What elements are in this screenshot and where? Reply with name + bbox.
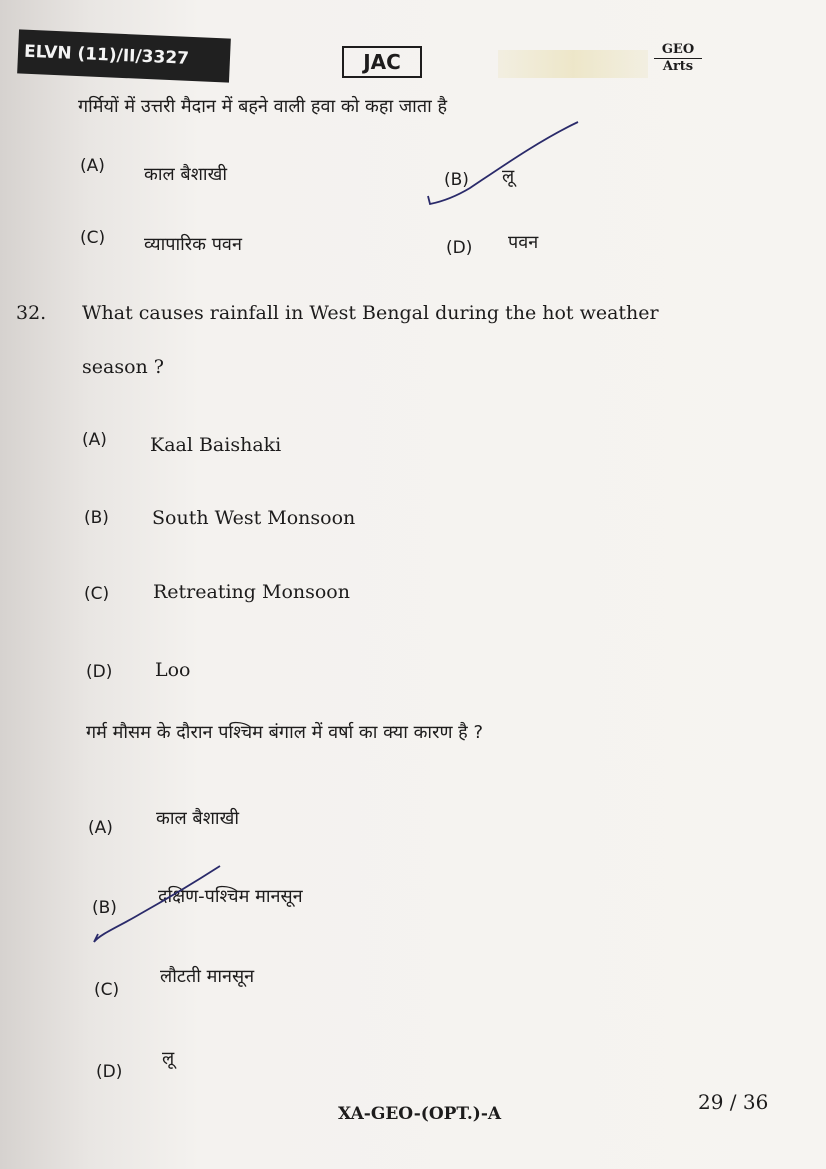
q31-hindi-option-c-text: व्यापारिक पवन	[144, 234, 242, 255]
q32-option-c-text: Retreating Monsoon	[153, 581, 350, 603]
q32-hindi-question: गर्म मौसम के दौरान पश्चिम बंगाल में वर्षा का क्या कारण है ?	[86, 722, 484, 743]
q32-question-line2: season ?	[82, 356, 164, 378]
q32-question-line1: What causes rainfall in West Bengal during the hot weather	[82, 302, 659, 324]
q31-hindi-option-c-label: (C)	[80, 228, 106, 248]
q31-hindi-option-a-label: (A)	[80, 156, 105, 176]
q32-option-b-label: (B)	[84, 508, 109, 528]
q32-hindi-option-c-text: लौटती मानसून	[160, 966, 255, 987]
q31-hindi-option-d-label: (D)	[446, 238, 473, 258]
q31-hindi-option-a-text: काल बैशाखी	[144, 164, 227, 185]
q32-hindi-option-c-label: (C)	[94, 980, 120, 1000]
q31-hindi-option-b-label: (B)	[444, 170, 469, 190]
q31-hindi-option-d-text: पवन	[508, 232, 539, 253]
tick-mark-q31-b	[428, 122, 578, 204]
q32-option-d-label: (D)	[86, 662, 113, 682]
q32-option-c-label: (C)	[84, 584, 110, 604]
q32-option-b-text: South West Monsoon	[152, 507, 356, 529]
q32-number: 32.	[16, 302, 47, 324]
subject-label: GEO	[654, 42, 702, 59]
q31-hindi-option-b-text: लू	[502, 166, 515, 187]
q32-hindi-option-a-label: (A)	[88, 818, 113, 838]
board-name-box: JAC	[342, 46, 422, 78]
q32-option-a-label: (A)	[82, 430, 107, 450]
q32-hindi-option-b-text: दक्षिण-पश्चिम मानसून	[158, 886, 303, 907]
paper-code-label: ELVN (11)/II/3327	[17, 29, 231, 82]
q32-hindi-option-b-label: (B)	[92, 898, 117, 918]
q32-option-a-text: Kaal Baishaki	[150, 434, 282, 456]
footer-paper-code: XA-GEO-(OPT.)-A	[338, 1104, 502, 1124]
page-number: 29 / 36	[698, 1090, 769, 1114]
q32-hindi-option-a-text: काल बैशाखी	[156, 808, 239, 829]
q32-hindi-option-d-label: (D)	[96, 1062, 123, 1082]
stream-label: Arts	[662, 59, 694, 74]
q31-hindi-question: गर्मियों में उत्तरी मैदान में बहने वाली हवा को कहा जाता है	[78, 96, 448, 117]
tick-mark-q32-b	[94, 866, 220, 942]
q32-option-d-text: Loo	[155, 659, 191, 681]
q32-hindi-option-d-text: लू	[162, 1048, 175, 1069]
